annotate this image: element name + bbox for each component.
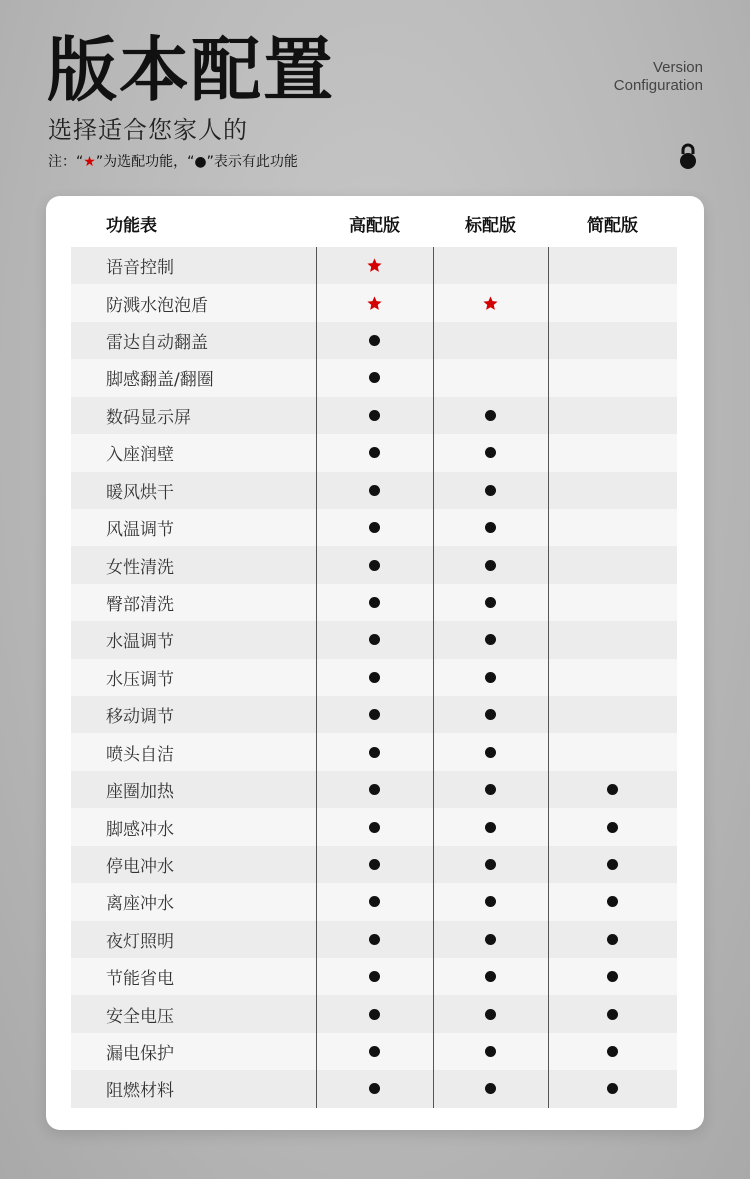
dot-icon	[369, 934, 380, 945]
header-premium: 高配版	[349, 216, 400, 236]
star-icon	[366, 295, 383, 312]
feature-cell	[548, 434, 677, 471]
feature-cell	[548, 659, 677, 696]
dot-icon	[369, 896, 380, 907]
dot-icon	[485, 1046, 496, 1057]
feature-name: 水温调节	[106, 632, 174, 653]
feature-cell	[316, 472, 433, 509]
table-row	[71, 733, 677, 770]
feature-cell	[548, 733, 677, 770]
table-row	[71, 472, 677, 509]
dot-icon: ●	[194, 154, 207, 170]
feature-name: 漏电保护	[106, 1044, 174, 1065]
table-row	[71, 247, 677, 284]
feature-cell	[316, 995, 433, 1032]
dot-icon	[607, 1009, 618, 1020]
table-row	[71, 546, 677, 583]
dot-icon	[607, 859, 618, 870]
table-row	[71, 846, 677, 883]
feature-cell	[548, 397, 677, 434]
dot-icon	[485, 447, 496, 458]
page-title: 版本配置	[47, 29, 335, 111]
dot-icon	[369, 522, 380, 533]
feature-cell	[433, 659, 548, 696]
feature-name: 座圈加热	[106, 782, 174, 803]
legend-note	[48, 152, 298, 172]
table-row	[71, 359, 677, 396]
table-row	[71, 434, 677, 471]
star-icon	[482, 295, 499, 312]
feature-cell	[433, 846, 548, 883]
table-row	[71, 808, 677, 845]
feature-cell	[316, 359, 433, 396]
feature-cell	[548, 696, 677, 733]
feature-cell	[433, 883, 548, 920]
dot-icon	[607, 971, 618, 982]
feature-cell	[433, 921, 548, 958]
dot-icon	[607, 822, 618, 833]
feature-cell	[548, 771, 677, 808]
dot-icon	[369, 747, 380, 758]
feature-cell	[433, 733, 548, 770]
version-configuration-label	[614, 59, 703, 95]
dot-icon	[485, 522, 496, 533]
feature-cell	[316, 247, 433, 284]
feature-cell	[316, 397, 433, 434]
header-feature: 功能表	[106, 216, 157, 236]
feature-cell	[316, 659, 433, 696]
feature-cell	[548, 883, 677, 920]
dot-icon	[369, 1046, 380, 1057]
feature-cell	[316, 621, 433, 658]
configuration-label: Configuration	[613, 77, 703, 94]
table-row	[71, 1033, 677, 1070]
feature-cell	[433, 1070, 548, 1107]
table-row	[71, 509, 677, 546]
header-basic: 简配版	[587, 216, 638, 236]
dot-icon	[369, 597, 380, 608]
feature-cell	[433, 958, 548, 995]
dot-icon	[369, 372, 380, 383]
feature-cell	[433, 808, 548, 845]
feature-cell	[433, 771, 548, 808]
table-row	[71, 921, 677, 958]
feature-name: 脚感翻盖/翻圈	[106, 370, 214, 391]
feature-cell	[316, 1033, 433, 1070]
dot-icon	[369, 560, 380, 571]
dot-icon	[485, 634, 496, 645]
feature-cell	[548, 846, 677, 883]
note-middle: ”为选配功能，“	[95, 154, 195, 170]
table-row	[71, 584, 677, 621]
dot-icon	[369, 859, 380, 870]
header-standard: 标配版	[465, 216, 516, 236]
table-row	[71, 958, 677, 995]
version-label: Version	[652, 59, 703, 76]
feature-name: 风温调节	[106, 520, 174, 541]
dot-icon	[485, 822, 496, 833]
feature-cell	[548, 284, 677, 321]
table-row	[71, 322, 677, 359]
dot-icon	[607, 784, 618, 795]
table-row	[71, 621, 677, 658]
feature-cell	[433, 472, 548, 509]
dot-icon	[485, 859, 496, 870]
dot-icon	[485, 709, 496, 720]
feature-table-card	[46, 196, 704, 1130]
feature-cell	[433, 247, 548, 284]
dot-icon	[607, 1083, 618, 1094]
dot-icon	[369, 784, 380, 795]
dot-icon	[369, 1083, 380, 1094]
feature-name: 雷达自动翻盖	[106, 333, 208, 354]
feature-cell	[548, 1070, 677, 1107]
feature-name: 喷头自洁	[106, 744, 174, 765]
feature-name: 防溅水泡泡盾	[106, 295, 208, 316]
feature-cell	[548, 995, 677, 1032]
dot-icon	[485, 1009, 496, 1020]
feature-cell	[316, 284, 433, 321]
table-row	[71, 1070, 677, 1107]
dot-icon	[369, 1009, 380, 1020]
feature-cell	[548, 509, 677, 546]
dot-icon	[369, 410, 380, 421]
dot-icon	[369, 634, 380, 645]
dot-icon	[485, 410, 496, 421]
dot-icon	[369, 672, 380, 683]
dot-icon	[369, 485, 380, 496]
feature-cell	[316, 958, 433, 995]
table-header	[71, 206, 677, 246]
feature-name: 臀部清洗	[106, 595, 174, 615]
feature-name: 语音控制	[106, 258, 174, 279]
feature-cell	[316, 696, 433, 733]
dot-icon	[485, 971, 496, 982]
feature-name: 节能省电	[106, 969, 174, 990]
table-row	[71, 995, 677, 1032]
feature-cell	[316, 771, 433, 808]
feature-name: 安全电压	[106, 1006, 174, 1027]
star-icon	[366, 257, 383, 274]
dot-icon	[369, 447, 380, 458]
dot-icon	[485, 560, 496, 571]
dot-icon	[485, 1083, 496, 1094]
dot-icon	[607, 934, 618, 945]
feature-name: 脚感冲水	[106, 819, 174, 840]
feature-name: 夜灯照明	[106, 931, 174, 952]
feature-cell	[548, 546, 677, 583]
dot-icon	[485, 896, 496, 907]
feature-name: 阻燃材料	[106, 1081, 174, 1102]
feature-cell	[433, 359, 548, 396]
dot-icon	[485, 934, 496, 945]
dot-icon	[485, 784, 496, 795]
feature-cell	[433, 322, 548, 359]
feature-cell	[548, 1033, 677, 1070]
table-row	[71, 659, 677, 696]
feature-cell	[433, 584, 548, 621]
feature-name: 女性清洗	[106, 557, 174, 578]
feature-name: 停电冲水	[106, 856, 174, 877]
feature-cell	[316, 846, 433, 883]
feature-cell	[316, 808, 433, 845]
table-row	[71, 883, 677, 920]
page-subtitle: 选择适合您家人的	[48, 116, 248, 144]
feature-cell	[548, 584, 677, 621]
star-icon: ★	[83, 154, 96, 170]
table-row	[71, 397, 677, 434]
feature-cell	[433, 1033, 548, 1070]
table-row	[71, 696, 677, 733]
feature-cell	[316, 1070, 433, 1107]
dot-icon	[369, 335, 380, 346]
feature-name: 水压调节	[106, 669, 174, 690]
feature-cell	[433, 621, 548, 658]
feature-cell	[316, 584, 433, 621]
feature-cell	[548, 247, 677, 284]
feature-cell	[548, 472, 677, 509]
feature-cell	[316, 883, 433, 920]
column-divider	[433, 247, 434, 1108]
note-prefix: 注：“	[48, 154, 84, 170]
table-row	[71, 284, 677, 321]
table-body	[71, 247, 677, 1108]
feature-cell	[433, 397, 548, 434]
dot-icon	[485, 597, 496, 608]
lock-icon	[678, 143, 698, 170]
dot-icon	[607, 896, 618, 907]
feature-cell	[433, 696, 548, 733]
dot-icon	[369, 709, 380, 720]
feature-cell	[548, 808, 677, 845]
feature-name: 移动调节	[106, 707, 174, 728]
feature-name: 暖风烘干	[106, 482, 174, 503]
feature-cell	[433, 509, 548, 546]
column-divider	[316, 247, 317, 1108]
feature-cell	[433, 546, 548, 583]
feature-cell	[433, 995, 548, 1032]
dot-icon	[369, 822, 380, 833]
feature-cell	[316, 434, 433, 471]
feature-cell	[433, 284, 548, 321]
dot-icon	[485, 672, 496, 683]
feature-cell	[316, 546, 433, 583]
column-divider	[548, 247, 549, 1108]
feature-name: 数码显示屏	[106, 407, 191, 428]
feature-cell	[316, 733, 433, 770]
note-suffix: ”表示有此功能	[206, 154, 298, 170]
feature-name: 离座冲水	[106, 894, 174, 915]
feature-cell	[548, 921, 677, 958]
dot-icon	[369, 971, 380, 982]
feature-cell	[548, 322, 677, 359]
feature-cell	[433, 434, 548, 471]
feature-cell	[316, 322, 433, 359]
feature-cell	[316, 509, 433, 546]
dot-icon	[485, 485, 496, 496]
feature-cell	[548, 958, 677, 995]
feature-cell	[548, 359, 677, 396]
feature-cell	[316, 921, 433, 958]
feature-cell	[548, 621, 677, 658]
dot-icon	[607, 1046, 618, 1057]
feature-name: 入座润壁	[106, 445, 174, 466]
table-row	[71, 771, 677, 808]
dot-icon	[485, 747, 496, 758]
